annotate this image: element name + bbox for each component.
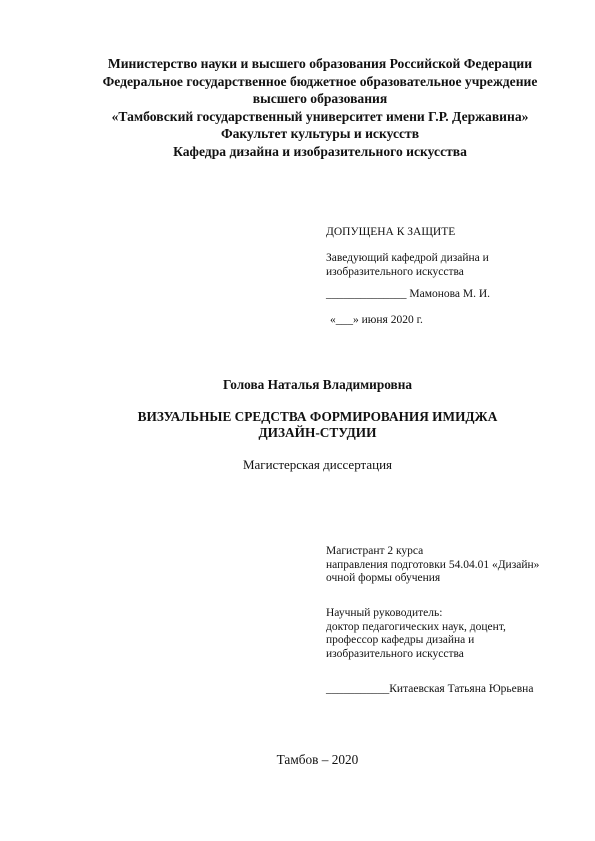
advisor-line2: доктор педагогических наук, доцент, (326, 620, 506, 633)
header-line-faculty: Факультет культуры и искусств (220, 126, 420, 141)
advisor-info (326, 607, 586, 661)
student-info (326, 545, 586, 586)
advisor-signature: ___________Китаевская Татьяна Юрьевна (326, 683, 534, 695)
thesis-title (40, 409, 595, 441)
header-line-department: Кафедра дизайна и изобразительного искусства (173, 143, 467, 159)
thesis-title-line2: ДИЗАЙН-СТУДИИ (258, 425, 377, 440)
approval-position-line2: изобразительного искусства (326, 266, 464, 278)
approval-signature: ______________ Мамонова М. И. (326, 288, 491, 300)
advisor-line3: профессор кафедры дизайна и (326, 634, 475, 646)
approval-heading: ДОПУЩЕНА К ЗАЩИТЕ (326, 226, 456, 238)
advisor-line1: Научный руководитель: (326, 607, 443, 619)
author-name: Голова Наталья Владимировна (222, 377, 413, 392)
approval-position (326, 251, 576, 279)
work-type: Магистерская диссертация (242, 457, 393, 472)
city-year: Тамбов – 2020 (276, 752, 359, 767)
header-line-ministry: Министерство науки и высшего образования Российской Федерации (107, 56, 533, 71)
student-line2: направления подготовки 54.04.01 «Дизайн» (326, 558, 540, 571)
header-line-education-level: высшего образования (252, 91, 388, 106)
approval-position-line1: Заведующий кафедрой дизайна и (326, 252, 489, 264)
header-line-university: «Тамбовский государственный университет имени Г.Р. Державина» (111, 108, 529, 124)
header-line-institution-type: Федеральное государственное бюджетное образовательное учреждение (102, 73, 538, 89)
institution-header (60, 55, 580, 160)
thesis-title-line1: ВИЗУАЛЬНЫЕ СРЕДСТВА ФОРМИРОВАНИЯ ИМИДЖА (137, 409, 498, 424)
approval-date: «___» июня 2020 г. (330, 314, 423, 326)
student-line1: Магистрант 2 курса (326, 545, 424, 557)
approval-block (326, 225, 576, 339)
student-line3: очной формы обучения (326, 572, 441, 584)
advisor-line4: изобразительного искусства (326, 647, 464, 660)
